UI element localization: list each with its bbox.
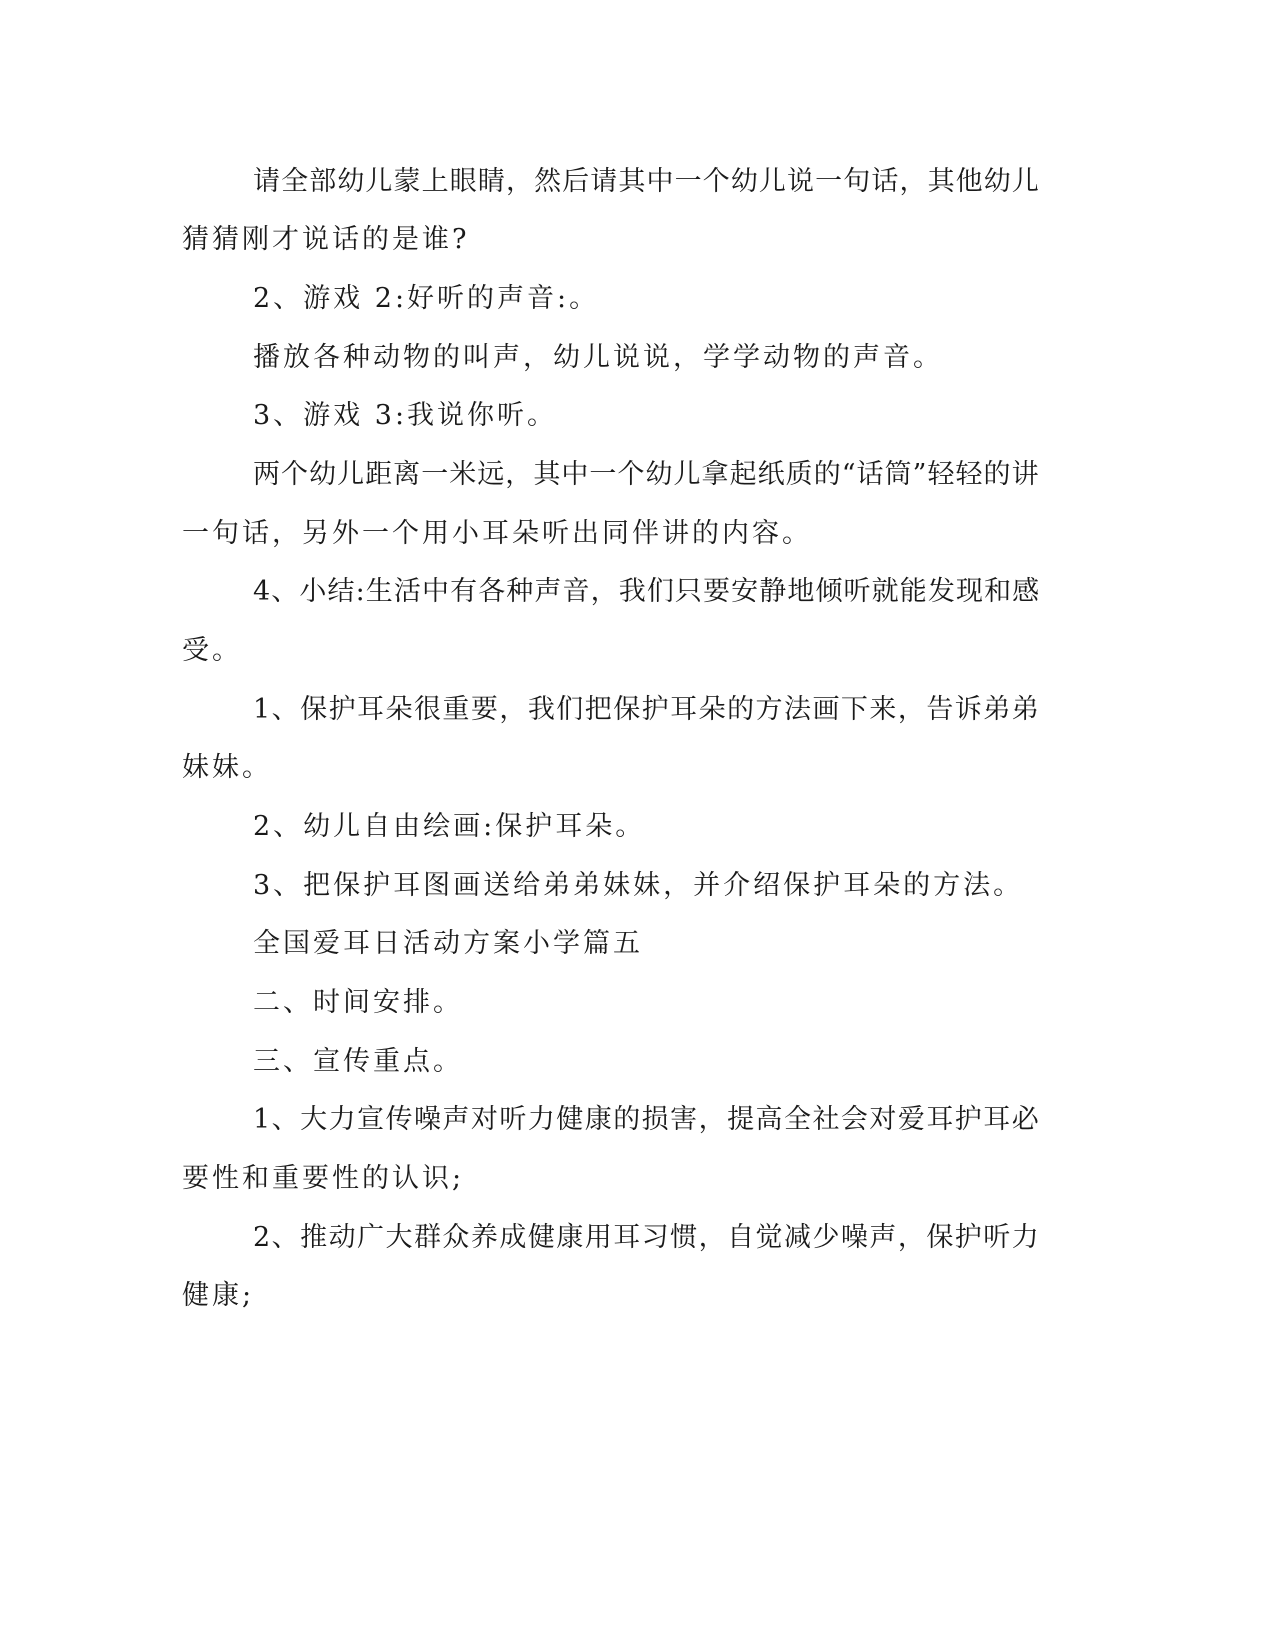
paragraph-line: 2、幼儿自由绘画:保护耳朵。 — [253, 811, 646, 842]
paragraph-line: 要性和重要性的认识; — [182, 1163, 465, 1194]
paragraph-line: 两个幼儿距离一米远，其中一个幼儿拿起纸质的“话筒”轻轻的讲 — [253, 459, 1040, 490]
paragraph-line: 2、游戏 2:好听的声音:。 — [253, 283, 600, 314]
section-heading: 全国爱耳日活动方案小学篇五 — [253, 928, 643, 959]
paragraph-line: 3、把保护耳图画送给弟弟妹妹，并介绍保护耳朵的方法。 — [253, 870, 1024, 901]
paragraph-line: 1、保护耳朵很重要，我们把保护耳朵的方法画下来，告诉弟弟 — [253, 694, 1041, 725]
paragraph-line: 2、推动广大群众养成健康用耳习惯，自觉减少噪声，保护听力 — [253, 1222, 1041, 1253]
paragraph-line: 播放各种动物的叫声，幼儿说说，学学动物的声音。 — [253, 342, 943, 373]
paragraph-line: 3、游戏 3:我说你听。 — [253, 400, 558, 431]
paragraph-line: 妹妹。 — [182, 752, 272, 783]
paragraph-line: 三、宣传重点。 — [253, 1046, 463, 1077]
paragraph-line: 二、时间安排。 — [253, 987, 463, 1018]
paragraph-line: 健康; — [182, 1280, 255, 1311]
paragraph-line: 猜猜刚才说话的是谁? — [182, 224, 470, 255]
paragraph-line: 4、小结:生活中有各种声音，我们只要安静地倾听就能发现和感 — [253, 576, 1041, 607]
paragraph-line: 请全部幼儿蒙上眼睛，然后请其中一个幼儿说一句话，其他幼儿 — [253, 166, 1040, 197]
paragraph-line: 一句话，另外一个用小耳朵听出同伴讲的内容。 — [182, 518, 812, 549]
paragraph-line: 受。 — [182, 635, 242, 666]
paragraph-line: 1、大力宣传噪声对听力健康的损害，提高全社会对爱耳护耳必 — [253, 1104, 1041, 1135]
